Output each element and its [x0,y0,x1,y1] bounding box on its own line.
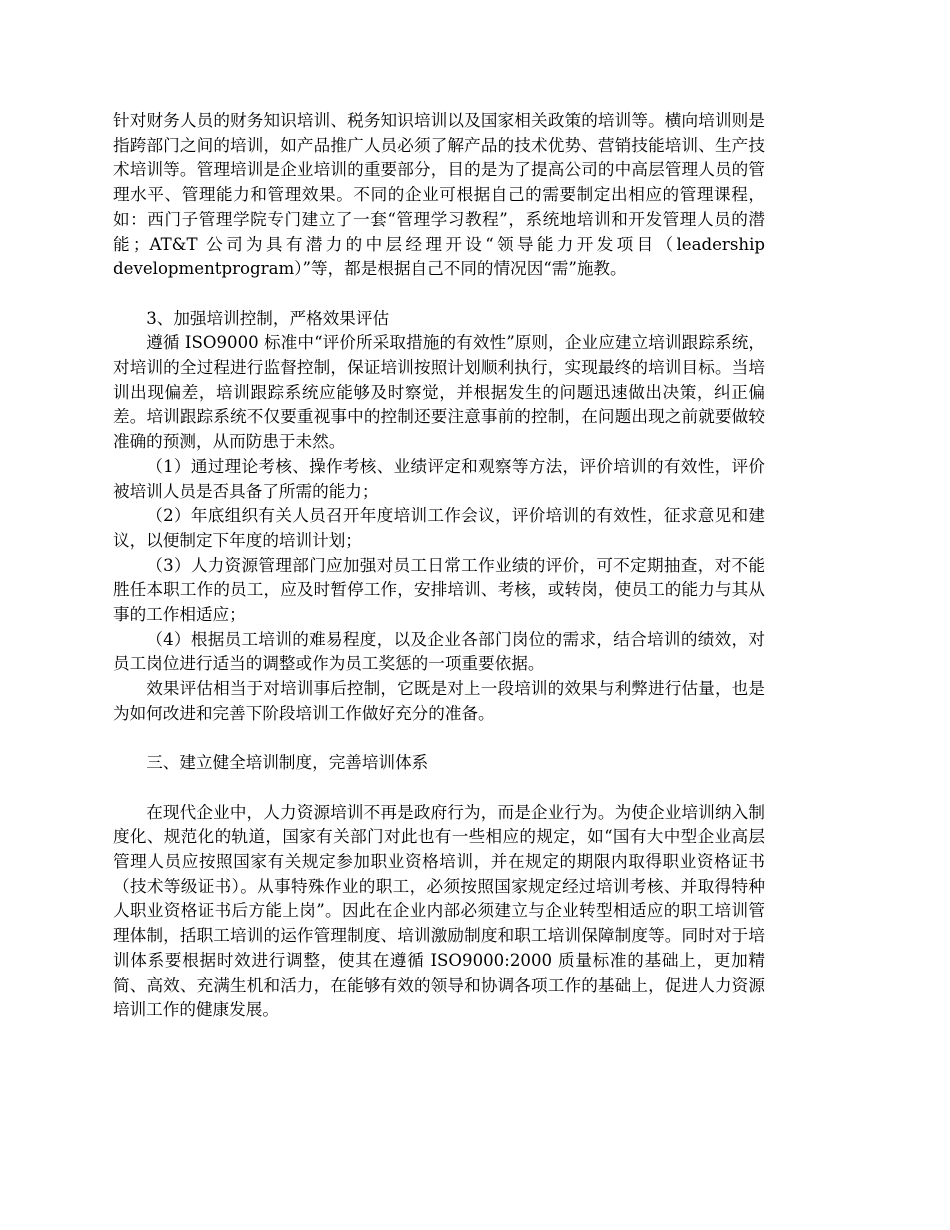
section-heading: 三、建立健全培训制度，完善培训体系 [146,753,429,773]
section-body-paragraph: 在现代企业中，人力资源培训不再是政府行为，而是企业行为。为使企业培训纳入制度化、规范化的轨道，国家有关部门对此也有一些相应的规定，如“国有大中型企业高层管理人员应按照国家有关规定参加职业资格培训，并在规定的期限内取得职业资格证书（技术等级证书）。从事特殊作业的职工，必须按照国家规定经过培训考核、并取得特种人职业资格证书后方能上岗”。因此在企业内部必须建立与企业转型相适应的职工培训管理体制，括职工培训的运作管理制度、培训激励制度和职工培训保障制度等。同时对于培训体系要根据时效进行调整，使其在遵循 ISO9000:2000 质量标准的基础上，更加精简、高效、充满生机和活力，在能够有效的领导和协调各项工作的基础上，促进人力资源培训工作的健康发展。 [113,802,765,1020]
document-page [113,109,765,1023]
list-item: （2）年底组织有关人员召开年度培训工作会议，评价培训的有效性，征求意见和建议，以便制定下年度的培训计划； [113,506,765,550]
subsection-heading: 3、加强培训控制，严格效果评估 [146,308,390,328]
list-item: （4）根据员工培训的难易程度，以及企业各部门岗位的需求，结合培训的绩效，对员工岗位进行适当的调整或作为员工奖惩的一项重要依据。 [113,629,765,674]
effect-evaluation-paragraph: 效果评估相当于对培训事后控制，它既是对上一段培训的效果与利弊进行估量，也是为如何改进和完善下阶段培训工作做好充分的准备。 [113,679,765,723]
list-item: （3）人力资源管理部门应加强对员工日常工作业绩的评价，可不定期抽查，对不能胜任本职工作的员工，应及时暂停工作，安排培训、考核，或转岗，使员工的能力与其从事的工作相适应； [113,555,765,625]
list-item: （1）通过理论考核、操作考核、业绩评定和观察等方法，评价培训的有效性，评价被培训人员是否具备了所需的能力； [113,456,765,501]
subsection-body-paragraph: 遵循 ISO9000 标准中“评价所采取措施的有效性”原则，企业应建立培训跟踪系统，对培训的全过程进行监督控制，保证培训按照计划顺利执行，实现最终的培训目标。当培训出现偏差，培训跟踪系统应能够及时察觉，并根据发生的问题迅速做出决策，纠正偏差。培训跟踪系统不仅要重视事中的控制还要注意事前的控制，在问题出现之前就要做较准确的预测，从而防患于未然。 [113,333,765,452]
intro-paragraph: 针对财务人员的财务知识培训、税务知识培训以及国家相关政策的培训等。横向培训则是指跨部门之间的培训，如产品推广人员必须了解产品的技术优势、营销技能培训、生产技术培训等。管理培训是企业培训的重要部分，目的是为了提高公司的中高层管理人员的管理水平、管理能力和管理效果。不同的企业可根据自己的需要制定出相应的管理课程，如：西门子管理学院专门建立了一套“管理学习教程”，系统地培训和开发管理人员的潜能；AT&T 公司为具有潜力的中层经理开设“领导能力开发项目（leadership developmentprogram）”等，都是根据自己不同的情况因“需”施教。 [113,111,765,279]
